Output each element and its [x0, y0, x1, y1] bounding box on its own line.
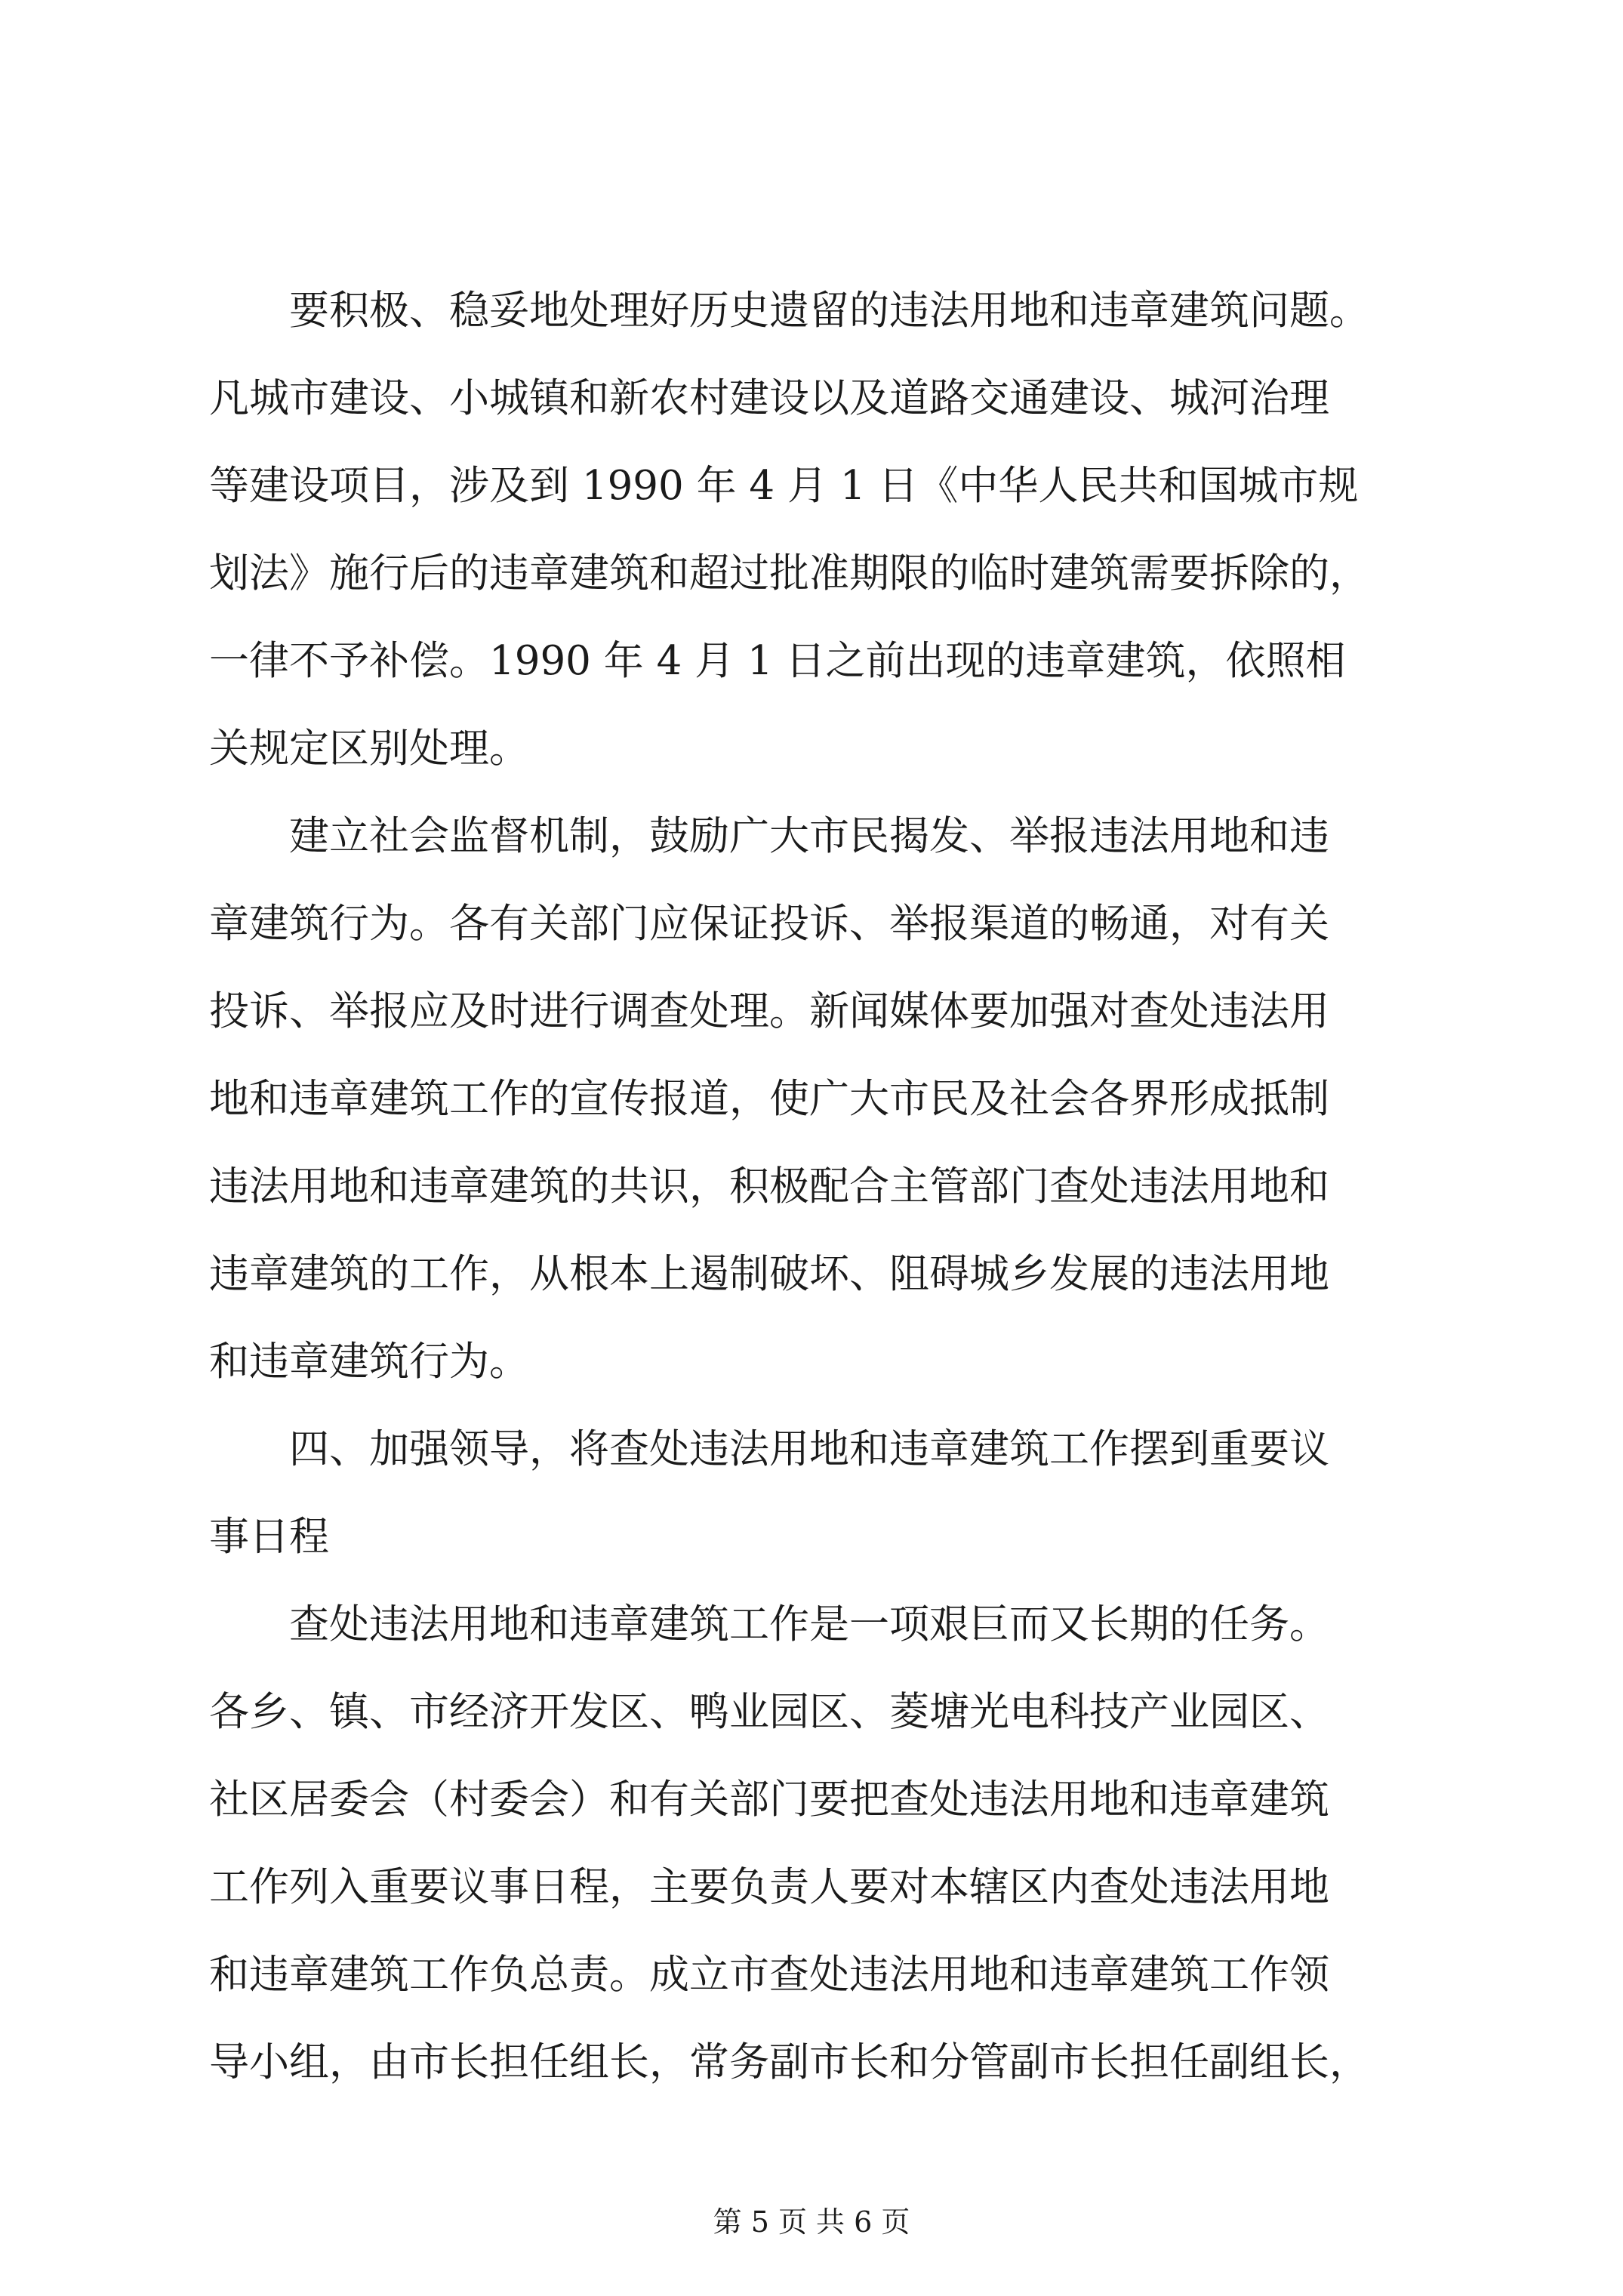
- text-line: 社区居委会（村委会）和有关部门要把查处违法用地和违章建筑: [209, 1777, 1329, 1823]
- text-line: 四、加强领导，将查处违法用地和违章建筑工作摆到重要议: [209, 1426, 1329, 1472]
- text-line: 关规定区别处理。: [209, 726, 529, 772]
- text-line: 等建设项目，涉及到 1990 年 4 月 1 日《中华人民共和国城市规: [209, 463, 1359, 509]
- text-line: 违章建筑的工作，从根本上遏制破坏、阻碍城乡发展的违法用地: [209, 1251, 1329, 1297]
- text-line: 凡城市建设、小城镇和新农村建设以及道路交通建设、城河治理: [209, 375, 1329, 421]
- text-line: 一律不予补偿。1990 年 4 月 1 日之前出现的违章建筑，依照相: [209, 638, 1346, 684]
- text-line: 各乡、镇、市经济开发区、鸭业园区、菱塘光电科技产业园区、: [209, 1689, 1329, 1735]
- text-line: 事日程: [209, 1514, 329, 1560]
- text-line: 和违章建筑工作负总责。成立市查处违法用地和违章建筑工作领: [209, 1952, 1329, 1998]
- text-line: 和违章建筑行为。: [209, 1339, 529, 1385]
- text-line: 工作列入重要议事日程，主要负责人要对本辖区内查处违法用地: [209, 1864, 1329, 1910]
- text-line: 查处违法用地和违章建筑工作是一项艰巨而又长期的任务。: [209, 1601, 1329, 1647]
- text-line: 地和违章建筑工作的宣传报道，使广大市民及社会各界形成抵制: [209, 1076, 1329, 1122]
- page-number-footer: 第 5 页 共 6 页: [713, 2205, 910, 2239]
- text-line: 章建筑行为。各有关部门应保证投诉、举报渠道的畅通，对有关: [209, 901, 1329, 947]
- text-line: 划法》施行后的违章建筑和超过批准期限的临时建筑需要拆除的，: [209, 550, 1369, 596]
- text-line: 要积极、稳妥地处理好历史遗留的违法用地和违章建筑问题。: [209, 288, 1369, 334]
- text-line: 建立社会监督机制，鼓励广大市民揭发、举报违法用地和违: [209, 813, 1329, 859]
- text-line: 导小组，由市长担任组长，常务副市长和分管副市长担任副组长，: [209, 2039, 1369, 2085]
- text-line: 投诉、举报应及时进行调查处理。新闻媒体要加强对查处违法用: [209, 988, 1329, 1034]
- text-line: 违法用地和违章建筑的共识，积极配合主管部门查处违法用地和: [209, 1163, 1329, 1210]
